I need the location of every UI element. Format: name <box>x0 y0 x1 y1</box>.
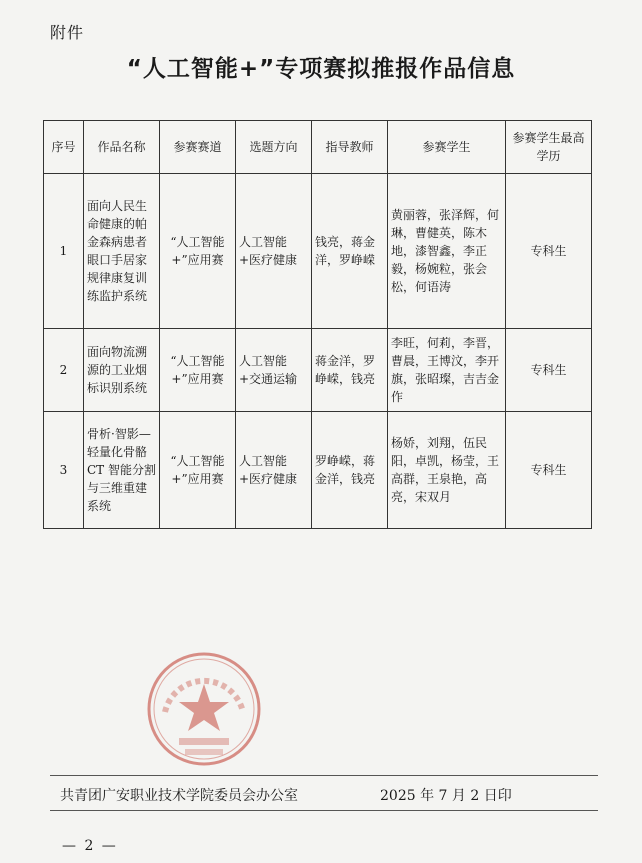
page-number: — 2 — <box>62 838 118 854</box>
issuing-office: 共青团广安职业技术学院委员会办公室 <box>60 788 298 804</box>
cell-education: 专科生 <box>506 329 592 412</box>
column-header-no: 序号 <box>44 121 84 174</box>
cell-direction: 人工智能+医疗健康 <box>236 412 312 529</box>
cell-name: 面向物流溯源的工业烟标识别系统 <box>84 329 160 412</box>
cell-no: 2 <box>44 329 84 412</box>
attachment-label: 附件 <box>50 23 85 42</box>
cell-teachers: 钱亮，蒋金洋，罗峥嵘 <box>312 174 388 329</box>
footer-top-rule <box>50 775 598 776</box>
table-row <box>44 412 592 529</box>
cell-name: 面向人民生命健康的帕金森病患者眼口手居家规律康复训练监护系统 <box>84 174 160 329</box>
footer-bottom-rule <box>50 810 598 811</box>
column-header-direction: 选题方向 <box>236 121 312 174</box>
cell-education: 专科生 <box>506 174 592 329</box>
column-header-students: 参赛学生 <box>388 121 506 174</box>
cell-students: 李旺，何莉，李晋，曹晨，王博汶，李开旗，张昭璨，吉吉金作 <box>388 329 506 412</box>
document-title: “人工智能+”专项赛拟推报作品信息 <box>126 56 516 82</box>
column-header-track: 参赛赛道 <box>160 121 236 174</box>
column-header-education: 参赛学生最高学历 <box>506 121 592 174</box>
cell-track: “人工智能+”应用赛 <box>160 329 236 412</box>
table-header-row <box>44 121 592 174</box>
cell-direction: 人工智能+医疗健康 <box>236 174 312 329</box>
table-row <box>44 174 592 329</box>
cell-direction: 人工智能+交通运输 <box>236 329 312 412</box>
cell-teachers: 蒋金洋，罗峥嵘，钱亮 <box>312 329 388 412</box>
cell-no: 1 <box>44 174 84 329</box>
cell-track: “人工智能+”应用赛 <box>160 412 236 529</box>
works-table <box>43 120 592 529</box>
column-header-teachers: 指导教师 <box>312 121 388 174</box>
cell-track: “人工智能+”应用赛 <box>160 174 236 329</box>
official-seal-stamp <box>145 650 263 768</box>
print-date: 2025 年 7 月 2 日印 <box>380 788 512 804</box>
cell-education: 专科生 <box>506 412 592 529</box>
cell-name: 骨析·智影—轻量化骨骼 CT 智能分割与三维重建系统 <box>84 412 160 529</box>
cell-teachers: 罗峥嵘，蒋金洋，钱亮 <box>312 412 388 529</box>
cell-students: 黄丽蓉，张泽辉，何琳，曹健英，陈木地，漆智鑫，李正毅，杨婉粒，张会松，何语涛 <box>388 174 506 329</box>
column-header-name: 作品名称 <box>84 121 160 174</box>
cell-no: 3 <box>44 412 84 529</box>
cell-students: 杨娇，刘翔，伍民阳，卓凯，杨莹，王高群，王泉艳，高亮，宋双月 <box>388 412 506 529</box>
table-row <box>44 329 592 412</box>
